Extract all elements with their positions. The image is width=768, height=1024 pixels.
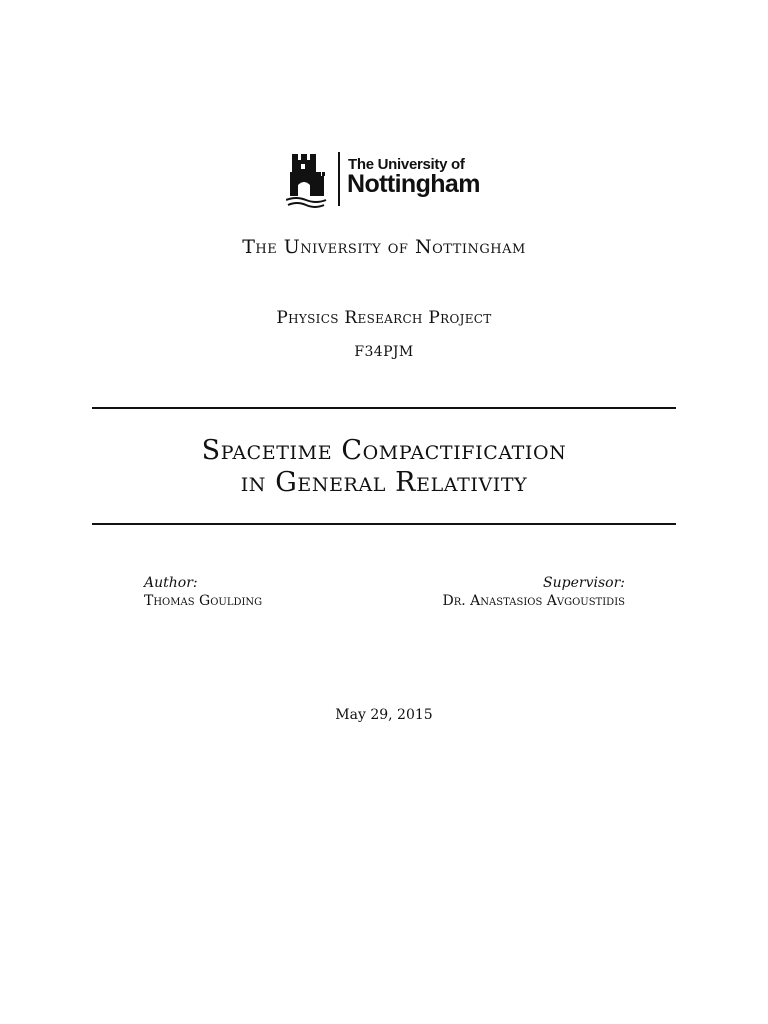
supervisor-block (443, 574, 625, 610)
university-logo (286, 150, 486, 210)
thesis-title-line1: Spacetime Compactification (201, 435, 567, 466)
thesis-title (0, 435, 768, 499)
module-code: F34PJM (354, 344, 414, 360)
author-name: Thomas Goulding (144, 593, 263, 609)
supervisor-label: Supervisor: (543, 575, 625, 591)
author-block (144, 574, 262, 610)
logo-text-line1: The University of (348, 156, 465, 173)
project-type: Physics Research Project (276, 308, 492, 328)
thesis-title-line2: in General Relativity (240, 467, 528, 498)
submission-date: May 29, 2015 (335, 707, 433, 723)
title-rule-top (92, 407, 676, 409)
title-rule-bottom (92, 523, 676, 525)
institution-name: The University of Nottingham (242, 236, 526, 258)
logo-divider (338, 152, 340, 206)
castle-icon (286, 152, 328, 208)
author-label: Author: (144, 575, 198, 591)
supervisor-name: Dr. Anastasios Avgoustidis (442, 593, 625, 609)
logo-text-line2: Nottingham (347, 170, 480, 198)
